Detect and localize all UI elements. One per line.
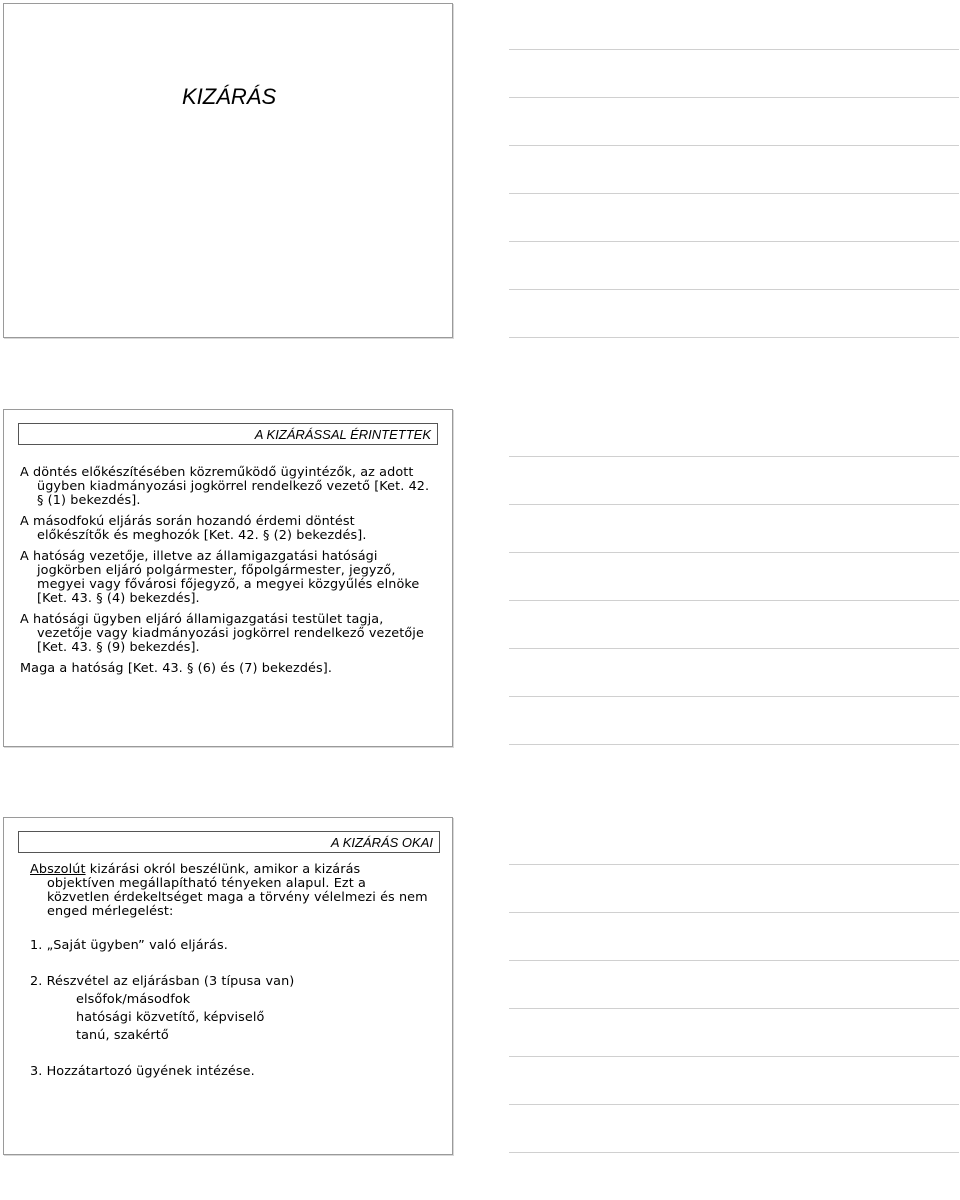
- paragraph: A döntés előkészítésében közreműködő ügyintézők, az adott ügyben kiadmányozási jogkörrel rendelkező vezető [Ket. 42. § (1) bekezdés].: [20, 465, 430, 508]
- list-item: 3. Hozzátartozó ügyének intézése.: [30, 1064, 255, 1079]
- list-item: 2. Részvétel az eljárásban (3 típusa van): [30, 974, 295, 989]
- note-line: [509, 744, 959, 745]
- note-line: [509, 960, 959, 961]
- note-line: [509, 49, 959, 50]
- notes-lines: [509, 49, 959, 385]
- intro-paragraph: [30, 863, 430, 919]
- list-item: 1. „Saját ügyben” való eljárás.: [30, 938, 228, 953]
- paragraph: A másodfokú eljárás során hozandó érdemi döntést előkészítők és meghozók [Ket. 42. § (2) bekezdés].: [20, 514, 367, 543]
- note-line: [509, 1104, 959, 1105]
- note-line: [509, 864, 959, 865]
- intro-text: kizárási okról beszélünk, amikor a kizárás objektíven megállapítható tényeken alapul. Ezt a közvetlen érdekeltséget maga a törvény vélelmezi és nem enged mérlegelést:: [47, 862, 428, 919]
- paragraph: Maga a hatóság [Ket. 43. § (6) és (7) bekezdés].: [20, 661, 333, 676]
- note-line: [509, 648, 959, 649]
- paragraph: A hatóság vezetője, illetve az államigazgatási hatósági jogkörben eljáró polgármester, főpolgármester, jegyző, megyei vagy fővárosi főjegyző, a megyei közgyűlés elnöke [Ket. 43. § (4) bekezdés].: [20, 549, 420, 606]
- slide-header: A KIZÁRÁSSAL ÉRINTETTEK: [18, 423, 438, 445]
- note-line: [509, 145, 959, 146]
- note-line: [509, 600, 959, 601]
- note-line: [509, 456, 959, 457]
- slide-1: [3, 3, 453, 338]
- slide-2: [3, 409, 453, 747]
- note-line: [509, 696, 959, 697]
- notes-lines: [509, 456, 959, 792]
- sub-item: elsőfok/másodfok: [76, 992, 191, 1007]
- slide-3: [3, 817, 453, 1155]
- note-line: [509, 97, 959, 98]
- note-line: [509, 552, 959, 553]
- note-line: [509, 1008, 959, 1009]
- notes-lines: [509, 864, 959, 1200]
- note-line: [509, 504, 959, 505]
- note-line: [509, 337, 959, 338]
- note-line: [509, 1152, 959, 1153]
- sub-item: hatósági közvetítő, képviselő: [76, 1010, 265, 1025]
- note-line: [509, 289, 959, 290]
- underlined-term: Abszolút: [30, 862, 86, 877]
- note-line: [509, 241, 959, 242]
- note-line: [509, 912, 959, 913]
- note-line: [509, 193, 959, 194]
- note-line: [509, 1056, 959, 1057]
- paragraph: A hatósági ügyben eljáró államigazgatási testület tagja, vezetője vagy kiadmányozási jogkörrel rendelkező vezetője [Ket. 43. § (9) bekezdés].: [20, 612, 424, 655]
- slide-body: [20, 466, 430, 676]
- slide-title: KIZÁRÁS: [182, 84, 277, 109]
- slide-body: [30, 863, 430, 1079]
- sub-item: tanú, szakértő: [76, 1028, 169, 1043]
- slide-header: A KIZÁRÁS OKAI: [18, 831, 440, 853]
